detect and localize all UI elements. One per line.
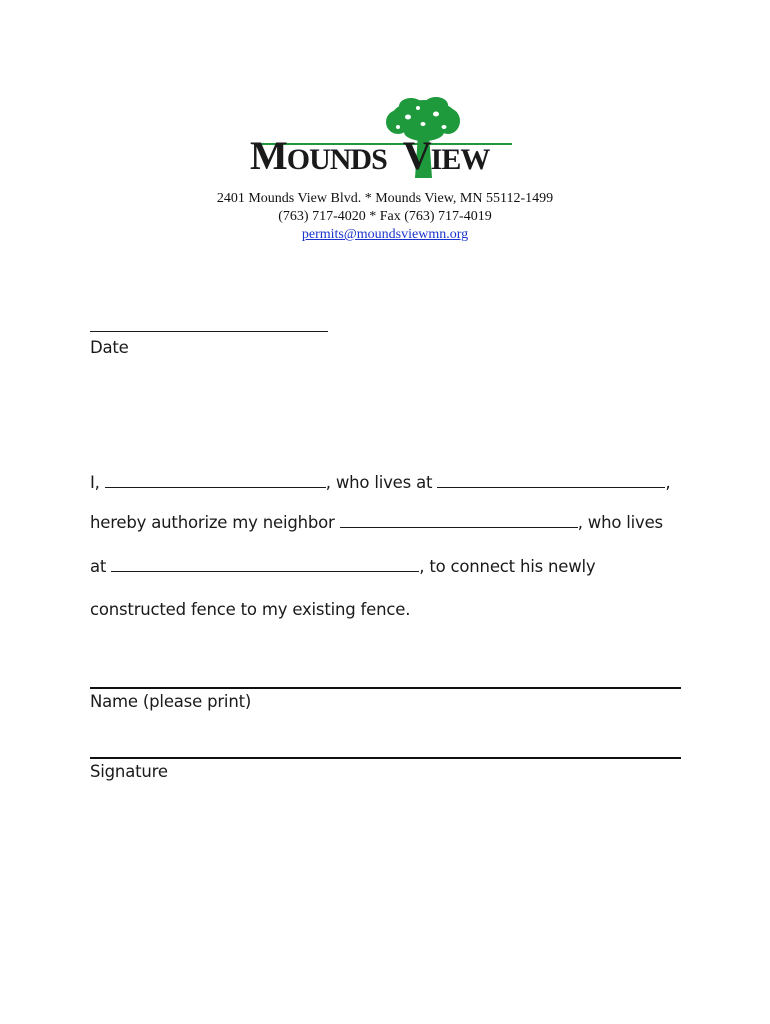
body-line-3: at , to connect his newly (90, 557, 596, 576)
mounds-view-logo (248, 96, 522, 184)
neighbor-address-blank[interactable] (111, 556, 419, 572)
date-blank-line[interactable] (90, 316, 328, 336)
signature-line[interactable] (90, 757, 681, 759)
email-link[interactable]: permits@moundsviewmn.org (301, 227, 469, 242)
body-line-2: hereby authorize my neighbor , who lives (90, 513, 663, 532)
name-signature-line[interactable] (90, 687, 681, 689)
neighbor-name-blank[interactable] (340, 512, 578, 528)
logo-wordmark: MOUNDS VIEW (250, 133, 490, 178)
phone-line: (763) 717-4020 * Fax (763) 717-4019 (278, 209, 492, 224)
address-line: 2401 Mounds View Blvd. * Mounds View, MN 55112-1499 (216, 191, 554, 206)
name-label: Name (please print) (90, 692, 252, 711)
address-block (0, 190, 770, 244)
body-line-4: constructed fence to my existing fence. (90, 600, 411, 619)
body-line-1: I, , who lives at , (90, 473, 671, 492)
address-blank[interactable] (437, 472, 665, 488)
date-label: Date (90, 338, 129, 357)
name-blank[interactable] (105, 472, 326, 488)
signature-label: Signature (90, 762, 168, 781)
